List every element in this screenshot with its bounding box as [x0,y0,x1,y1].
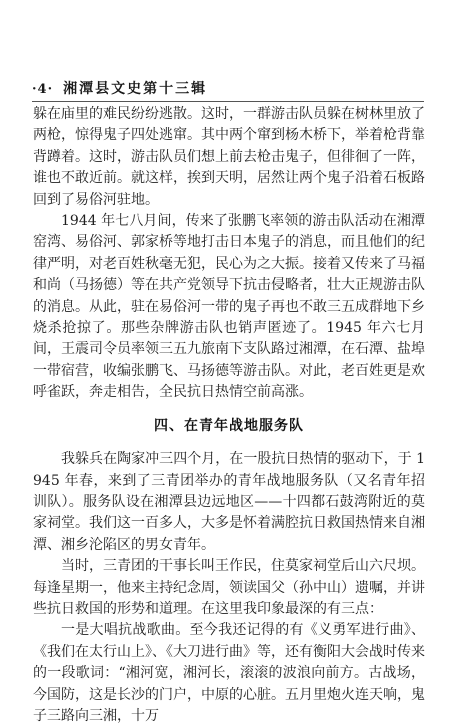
running-title: 湘潭县文史第十三辑 [63,81,208,97]
paragraph: 我躲兵在陶家冲三四个月，在一股抗日热情的驱动下，于 1945 年春，来到了三青团举办的青年战地服务队（又名青年招训队）。服务队设在湘潭县边远地区——十四都石鼓湾附近的莫家祠堂。我们这一百多人，大多是怀着满腔抗日救国热情来自湘潭、湘乡沦陷区的男女青年。 [33,451,425,553]
paragraph-continued: 躲在庙里的难民纷纷逃散。这时，一群游击队员躲在树林里放了两枪，惊得鬼子四处逃窜。其中两个窜到杨木桥下，举着枪背靠背蹲着。这时，游击队员们想上前去枪击鬼子，但徘徊了一阵，谁也不敢近前。就这样，挨到天明，居然让两个鬼子沿着石板路回到了易俗河驻地。 [33,106,425,208]
paragraph: 一是大唱抗战歌曲。至今我还记得的有《义勇军进行曲》、《我们在太行山上》、《大刀进行曲》等，还有衡阳大会战时传来的一段歌词：“湘河宽，湘河长，滚滚的波浪向前方。古战场，今国防，这是长沙的门户，中原的心脏。五月里炮火连天响，鬼子三路向三湘，十万 [33,622,425,724]
running-header [32,78,207,98]
paragraph: 当时，三青团的干事长叫王作民，住莫家祠堂后山六尺坝。每逢星期一，他来主持纪念周，领读国父（孙中山）遗嘱，并讲些抗日救国的形势和道理。在这里我印象最深的有三点： [33,558,425,617]
header-divider [32,101,424,102]
section-heading: 四、在青年战地服务队 [154,417,304,434]
paragraph: 1944 年七八月间，传来了张鹏飞率领的游击队活动在湘潭窑湾、易俗河、郭家桥等地打击日本鬼子的消息，而且他们的纪律严明，对老百姓秋毫无犯，民心为之大振。接着又传来了马福和尚（马扬德）等在共产党领导下抗击侵略者，壮大正规游击队的消息。从此，驻在易俗河一带的鬼子再也不敢三五成群地下乡烧杀抢掠了。那些杂牌游击队也销声匿迹了。1945 年六七月间，王震司令员率领三五九旅南下支队路过湘潭，在石潭、盐埠一带宿营，收编张鹏飞、马扬德等游击队。对此，老百姓更是欢呼雀跃，奔走相告，全民抗日热情空前高涨。 [33,213,425,401]
body-text [33,104,425,727]
page-number: ·4· [32,82,54,97]
